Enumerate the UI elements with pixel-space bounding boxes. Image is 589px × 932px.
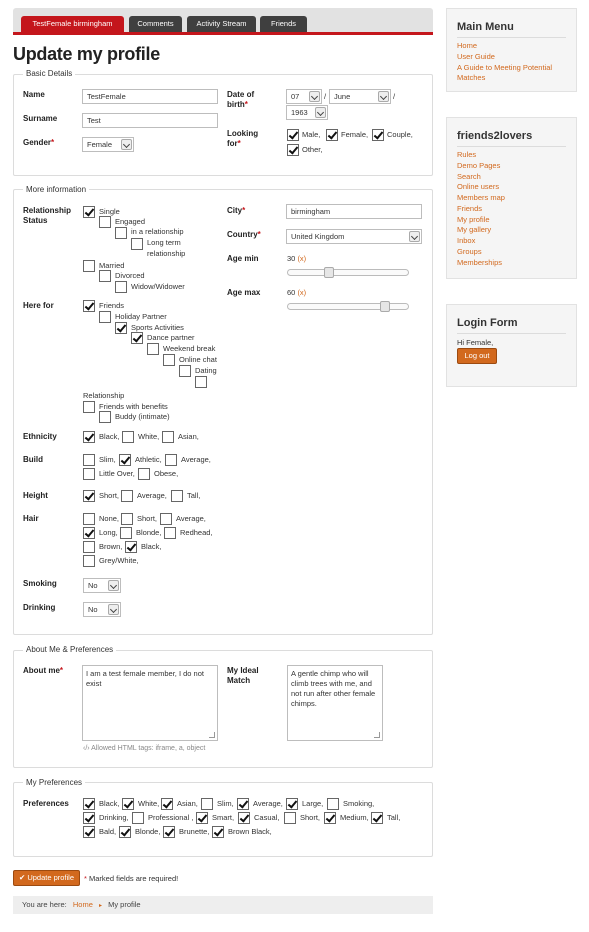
rel-engaged-checkbox[interactable] [99, 216, 111, 228]
here-holiday-label: Holiday Partner [115, 312, 167, 321]
hair-short-label: Short, [137, 514, 158, 523]
name-label: Name [23, 90, 45, 99]
pref-slim-label: Slim, [217, 799, 234, 808]
ethnicity-asian-label: Asian, [178, 432, 199, 441]
build-athletic-checkbox[interactable] [119, 454, 131, 466]
looking-male-checkbox[interactable] [287, 129, 299, 141]
name-input[interactable]: TestFemale [82, 89, 218, 104]
logout-button[interactable]: Log out [457, 348, 497, 364]
age-min-label: Age min [227, 254, 259, 263]
breadcrumb-home-link[interactable]: Home [72, 900, 93, 909]
tab-comments[interactable]: Comments [129, 16, 182, 32]
chevron-down-icon [315, 107, 326, 118]
gender-select[interactable]: Female [82, 137, 134, 152]
smoking-label: Smoking [23, 579, 57, 588]
pref-white-label: White, [138, 799, 160, 808]
pref-medium-label: Medium, [340, 813, 369, 822]
about-me-label: About me* [23, 666, 64, 675]
build-average-label: Average, [181, 455, 211, 464]
country-label: Country* [227, 230, 261, 239]
breadcrumb-prefix: You are here: [22, 900, 67, 909]
dob-day-select[interactable]: 07 [286, 89, 322, 104]
build-obese-label: Obese, [154, 469, 179, 478]
hair-brown-checkbox[interactable] [83, 541, 95, 553]
f2l-inbox-link[interactable]: Inbox [457, 236, 476, 245]
login-form-module [446, 304, 577, 387]
rel-widow-label: Widow/Widower [131, 282, 185, 291]
f2l-friends-link[interactable]: Friends [457, 204, 483, 213]
rel-married-checkbox[interactable] [83, 260, 95, 272]
pref-brunette-checkbox[interactable] [163, 826, 175, 838]
breadcrumb-arrow-icon: ▸ [98, 903, 102, 909]
rel-in-relationship-checkbox[interactable] [115, 227, 127, 239]
chevron-down-icon [409, 231, 420, 242]
hair-average-label: Average, [176, 514, 206, 523]
main-menu-title: Main Menu [457, 21, 514, 33]
hair-long-label: Long, [99, 528, 118, 537]
hair-blonde-checkbox[interactable] [120, 527, 132, 539]
f2l-memberships-link[interactable]: Memberships [457, 258, 503, 267]
here-sports-label: Sports Activities [131, 323, 184, 332]
here-dating-label: Dating [195, 366, 217, 375]
about-me-textarea[interactable]: I am a test female member, I do not exist [82, 665, 218, 741]
menu-guide-link[interactable]: A Guide to Meeting Potential [457, 63, 553, 72]
looking-female-label: Female, [341, 130, 369, 139]
age-min-value: 30 (x) [287, 254, 307, 263]
hair-black-checkbox[interactable] [125, 541, 137, 553]
build-athletic-label: Athletic, [135, 455, 162, 464]
hair-label: Hair [23, 514, 39, 523]
hair-black-label: Black, [141, 542, 162, 551]
pref-drinking-label: Drinking, [99, 813, 129, 822]
rel-single-checkbox[interactable] [83, 206, 95, 218]
build-slim-label: Slim, [99, 455, 116, 464]
pref-drinking-checkbox[interactable] [83, 812, 95, 824]
hair-none-checkbox[interactable] [83, 513, 95, 525]
here-holiday-checkbox[interactable] [99, 311, 111, 323]
hair-blonde-label: Blonde, [136, 528, 162, 537]
height-label: Height [23, 491, 48, 500]
pref-brown-black-checkbox[interactable] [212, 826, 224, 838]
pref-brown-black-label: Brown Black, [228, 827, 272, 836]
ethnicity-white-label: White, [138, 432, 160, 441]
city-label: City* [227, 206, 246, 215]
ethnicity-label: Ethnicity [23, 432, 57, 441]
f2l-profile-link[interactable]: My profile [457, 215, 490, 224]
drinking-label: Drinking [23, 603, 56, 612]
height-short-label: Short, [99, 491, 120, 500]
chevron-down-icon [378, 91, 389, 102]
age-max-label: Age max [227, 288, 261, 297]
pref-black-checkbox[interactable] [83, 798, 95, 810]
looking-other-checkbox[interactable] [287, 144, 299, 156]
build-obese-checkbox[interactable] [138, 468, 150, 480]
rel-engaged-label: Engaged [115, 217, 146, 226]
pref-tall-label: Tall, [387, 813, 401, 822]
breadcrumb-current: My profile [108, 900, 141, 909]
pref-white-checkbox[interactable] [122, 798, 134, 810]
pref-average-label: Average, [253, 799, 283, 808]
hair-grey-checkbox[interactable] [83, 555, 95, 567]
surname-label: Surname [23, 114, 58, 123]
here-online-chat-label: Online chat [179, 355, 217, 364]
friends2lovers-module [446, 117, 577, 279]
ideal-match-label: My Ideal Match [227, 666, 259, 685]
preferences-legend: My Preferences [23, 778, 85, 787]
ideal-match-textarea[interactable]: A gentle chimp who will climb trees with me, and not run after other female chimps. [287, 665, 383, 741]
chevron-down-icon [121, 139, 132, 150]
pref-bald-checkbox[interactable] [83, 826, 95, 838]
here-weekend-label: Weekend break [163, 344, 216, 353]
login-greeting: Hi Female, [457, 338, 494, 347]
age-max-slider[interactable] [287, 303, 409, 310]
pref-average-checkbox[interactable] [237, 798, 249, 810]
looking-couple-label: Couple, [387, 130, 413, 139]
f2l-map-link[interactable]: Members map [457, 193, 505, 202]
surname-input[interactable]: Test [82, 113, 218, 128]
tab-profile[interactable]: TestFemale birmingham [21, 16, 124, 32]
smoking-select[interactable]: No [83, 578, 121, 593]
pref-smart-checkbox[interactable] [196, 812, 208, 824]
rel-single-label: Single [99, 207, 120, 216]
pref-blonde-label: Blonde, [135, 827, 161, 836]
here-sports-checkbox[interactable] [115, 322, 127, 334]
looking-for-label: Looking for* [227, 129, 259, 148]
hair-redhead-label: Redhead, [180, 528, 213, 537]
rel-long-term-checkbox[interactable] [131, 238, 143, 250]
age-min-slider[interactable] [287, 269, 409, 276]
ethnicity-black-checkbox[interactable] [83, 431, 95, 443]
f2l-online-link[interactable]: Online users [457, 182, 500, 191]
preferences-label: Preferences [23, 799, 69, 808]
more-information-legend: More information [23, 185, 89, 194]
hair-average-checkbox[interactable] [160, 513, 172, 525]
height-average-label: Average, [137, 491, 167, 500]
relationship-status-label: Relationship Status [23, 206, 72, 225]
page-title: Update my profile [13, 44, 160, 64]
pref-smart-label: Smart, [212, 813, 235, 822]
ethnicity-black-label: Black, [99, 432, 120, 441]
rel-married-label: Married [99, 261, 125, 270]
age-max-value: 60 (x) [287, 288, 307, 297]
build-slim-checkbox[interactable] [83, 454, 95, 466]
pref-smoking-label: Smoking, [343, 799, 375, 808]
height-tall-label: Tall, [187, 491, 201, 500]
here-fwb-checkbox[interactable] [83, 401, 95, 413]
rel-divorced-label: Divorced [115, 271, 145, 280]
here-dance-label: Dance partner [147, 333, 195, 342]
breadcrumb [13, 896, 433, 914]
pref-casual-label: Casual, [254, 813, 280, 822]
looking-couple-checkbox[interactable] [372, 129, 384, 141]
tab-friends[interactable]: Friends [260, 16, 307, 32]
pref-blonde-checkbox[interactable] [119, 826, 131, 838]
looking-other-label: Other, [302, 145, 323, 154]
tab-activity-stream[interactable]: Activity Stream [187, 16, 256, 32]
rel-widow-checkbox[interactable] [115, 281, 127, 293]
hair-redhead-checkbox[interactable] [164, 527, 176, 539]
age-min-handle[interactable] [324, 267, 334, 278]
age-max-handle[interactable] [380, 301, 390, 312]
dob-label: Date of birth* [227, 90, 255, 109]
pref-slim-checkbox[interactable] [201, 798, 213, 810]
login-form-title: Login Form [457, 317, 518, 329]
friends2lovers-title: friends2lovers [457, 130, 533, 142]
here-for-label: Here for [23, 301, 54, 310]
pref-short-label: Short, [300, 813, 321, 822]
here-buddy-label: Buddy (intimate) [115, 412, 170, 421]
here-friends-label: Friends [99, 301, 125, 310]
rel-long-term-label-2: relationship [147, 249, 186, 258]
code-icon: ‹/› [83, 745, 92, 752]
drinking-select[interactable]: No [83, 602, 121, 617]
pref-brunette-label: Brunette, [179, 827, 210, 836]
pref-bald-label: Bald, [99, 827, 117, 836]
rel-divorced-checkbox[interactable] [99, 270, 111, 282]
pref-black-label: Black, [99, 799, 120, 808]
country-select[interactable]: United Kingdom [286, 229, 422, 244]
basic-details-legend: Basic Details [23, 69, 75, 78]
f2l-rules-link[interactable]: Rules [457, 150, 477, 159]
divider [457, 333, 566, 334]
dob-month-select[interactable]: June [329, 89, 391, 104]
required-note: * Marked fields are required! [84, 874, 179, 883]
f2l-gallery-link[interactable]: My gallery [457, 225, 492, 234]
menu-guide-link-2[interactable]: Matches [457, 73, 486, 82]
rel-long-term-label: Long term [147, 238, 181, 247]
more-information-section [13, 189, 433, 635]
dob-year-select[interactable]: 1963 [286, 105, 328, 120]
build-label: Build [23, 455, 43, 464]
divider [457, 37, 566, 38]
here-relationship-label: Relationship [83, 391, 125, 400]
chevron-down-icon [309, 91, 320, 102]
menu-home-link[interactable]: Home [457, 41, 478, 50]
dob-separator: / [324, 92, 327, 101]
here-buddy-checkbox[interactable] [99, 411, 111, 423]
pref-professional-label: Professional , [148, 813, 194, 822]
looking-male-label: Male, [302, 130, 321, 139]
ethnicity-white-checkbox[interactable] [122, 431, 134, 443]
about-legend: About Me & Preferences [23, 645, 116, 654]
pref-asian-label: Asian, [177, 799, 198, 808]
rel-in-relationship-label: in a relationship [131, 227, 184, 236]
here-dating-checkbox[interactable] [179, 365, 191, 377]
looking-female-checkbox[interactable] [326, 129, 338, 141]
here-fwb-label: Friends with benefits [99, 402, 168, 411]
city-input[interactable]: birmingham [286, 204, 422, 219]
resize-grip-icon[interactable] [374, 732, 380, 738]
here-friends-checkbox[interactable] [83, 300, 95, 312]
allowed-tags-hint: ‹/› Allowed HTML tags: iframe, a, object [83, 745, 206, 752]
build-average-checkbox[interactable] [165, 454, 177, 466]
pref-asian-checkbox[interactable] [161, 798, 173, 810]
pref-medium-checkbox[interactable] [324, 812, 336, 824]
pref-smoking-checkbox[interactable] [327, 798, 339, 810]
gender-label: Gender* [23, 138, 55, 147]
here-relationship-checkbox[interactable] [195, 376, 207, 388]
build-little-over-checkbox[interactable] [83, 468, 95, 480]
menu-user-guide-link[interactable]: User Guide [457, 52, 495, 61]
f2l-groups-link[interactable]: Groups [457, 247, 482, 256]
resize-grip-icon[interactable] [209, 732, 215, 738]
pref-casual-checkbox[interactable] [238, 812, 250, 824]
chevron-down-icon [108, 580, 119, 591]
height-short-checkbox[interactable] [83, 490, 95, 502]
update-profile-button[interactable]: ✔ Update profile [13, 870, 80, 886]
dob-separator: / [393, 92, 396, 101]
main-menu-module [446, 8, 577, 92]
hair-long-checkbox[interactable] [83, 527, 95, 539]
pref-large-checkbox[interactable] [286, 798, 298, 810]
pref-professional-checkbox[interactable] [132, 812, 144, 824]
chevron-down-icon [108, 604, 119, 615]
hair-grey-label: Grey/White, [99, 556, 139, 565]
hair-none-label: None, [99, 514, 120, 523]
f2l-search-link[interactable]: Search [457, 172, 481, 181]
pref-tall-checkbox[interactable] [371, 812, 383, 824]
height-tall-checkbox[interactable] [171, 490, 183, 502]
here-online-chat-checkbox[interactable] [163, 354, 175, 366]
hair-brown-label: Brown, [99, 542, 123, 551]
pref-short-checkbox[interactable] [284, 812, 296, 824]
divider [457, 146, 566, 147]
build-little-over-label: Little Over, [99, 469, 135, 478]
hair-short-checkbox[interactable] [121, 513, 133, 525]
here-dance-checkbox[interactable] [131, 332, 143, 344]
here-weekend-checkbox[interactable] [147, 343, 159, 355]
f2l-demo-link[interactable]: Demo Pages [457, 161, 501, 170]
height-average-checkbox[interactable] [121, 490, 133, 502]
pref-large-label: Large, [302, 799, 324, 808]
ethnicity-asian-checkbox[interactable] [162, 431, 174, 443]
